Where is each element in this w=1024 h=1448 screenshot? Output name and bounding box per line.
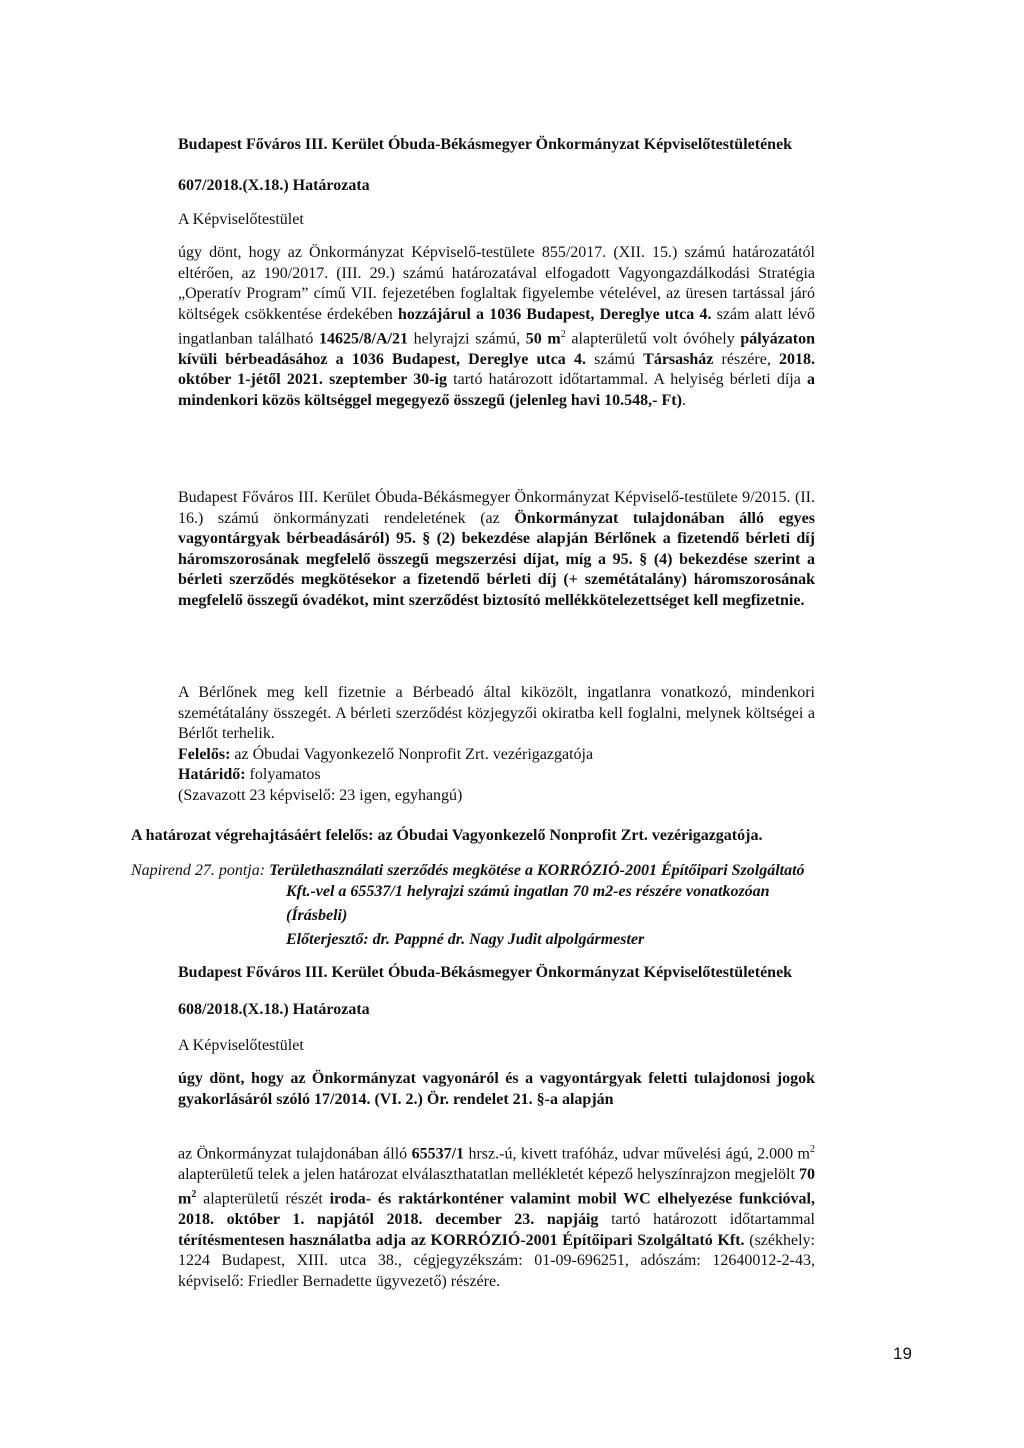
resolution-607-paragraph-2	[178, 488, 815, 611]
text-segment: alapterületű volt óvóhely	[565, 330, 741, 348]
bold-segment: iroda- és raktárkonténer valamint mobil WC elhelyezése funkcióval, 2018. október 1. napjától 2018. december 23. napjáig	[178, 1190, 815, 1229]
agenda-line-3: (Írásbeli)	[286, 907, 348, 924]
text-segment: tartó határozott időtartammal	[598, 1211, 815, 1229]
text-segment: helyrajzi számú,	[407, 330, 526, 348]
text-segment: tartó határozott időtartammal. A helyiség bérleti díja	[446, 371, 808, 389]
resolution-608-paragraph-1: úgy dönt, hogy az Önkormányzat vagyonáról és a vagyontárgyak feletti tulajdonosi jogok gyakorlásáról szóló 17/2014. (VI. 2.) Ör. rendelet 21. §-a alapján	[178, 1070, 815, 1108]
area-value: 50 m	[525, 330, 561, 348]
text-segment: számú	[585, 350, 644, 368]
lease-period: 2018. október 1-jétől 2021. szeptember 30-ig	[178, 350, 816, 389]
responsible-line-1	[178, 745, 815, 766]
superscript: 2	[191, 1189, 197, 1201]
rent-amount: a mindenkori közös költséggel megegyező összegű (jelenleg havi 10.548,- Ft)	[178, 371, 816, 409]
agenda-line-1	[131, 861, 911, 882]
agenda-line-2: Kft.-vel a 65537/1 helyrajzi számú ingatlan 70 m2-es részére vonatkozóan	[286, 883, 770, 900]
resolution-607-paragraph-3: A Bérlőnek meg kell fizetnie a Bérbeadó által kiközölt, ingatlanra vonatkozó, mindenkori szemétátalány összegét. A bérleti szerződést közjegyzői okiratba kell foglalni, melynek költségei a Bérlőt terhelik.	[178, 684, 815, 742]
bold-segment: Önkormányzat tulajdonában álló egyes vagyontárgyak bérbeadásáról) 95. § (2) bekezdése alapján Bérlőnek a fizetendő bérleti díj háromszorosának megfelelő összegű megszerzési díjat, míg a 95. § (4) bekezdése szerint a bérleti szerződés megkötésekor a fizetendő bérleti díj (+ szemétátalány) háromszorosának megfelelő összegű óvadékot, mint szerződést biztosító mellékkötelezettséget kell megfizetnie.	[178, 509, 815, 609]
bold-segment: térítésmentesen használatba adja az KORRÓZIÓ-2001 Építőipari Szolgáltató Kft.	[178, 1231, 745, 1249]
responsible-value: az Óbudai Vagyonkezelő Nonprofit Zrt. vezérigazgatója	[230, 746, 594, 763]
council-header-2: Budapest Főváros III. Kerület Óbuda-Békásmegyer Önkormányzat Képviselőtestületének	[178, 964, 793, 981]
bold-segment: hozzájárul a 1036 Budapest, Dereglye utca 4.	[397, 305, 712, 323]
text-segment: részére,	[713, 350, 780, 368]
resolution-608-title: 608/2018.(X.18.) Határozata	[178, 1001, 370, 1018]
execution-responsible-line: A határozat végrehajtásáért felelős: az Óbudai Vagyonkezelő Nonprofit Zrt. vezérigazgatója.	[131, 827, 763, 844]
deadline-label: Határidő:	[178, 766, 246, 783]
text-segment: Budapest Főváros III. Kerület Óbuda-Békásmegyer Önkormányzat Képviselő-testülete 9/2015. (II. 16.) számú önkormányzati rendeletének (az	[178, 489, 815, 527]
council-label-2: A Képviselőtestület	[178, 1037, 304, 1054]
parcel-number: 14625/8/A/21	[319, 330, 408, 348]
agenda-label: Napirend 27. pontja:	[131, 862, 266, 879]
text-segment: alapterületű részét	[196, 1190, 330, 1208]
council-label-1: A Képviselőtestület	[178, 211, 304, 228]
vote-result-1: (Szavazott 23 képviselő: 23 igen, egyhangú)	[178, 787, 463, 804]
bold-segment: Társasház	[643, 350, 714, 368]
parcel-number: 65537/1	[411, 1145, 465, 1163]
superscript: 2	[560, 329, 566, 340]
resolution-607-title: 607/2018.(X.18.) Határozata	[178, 177, 370, 194]
superscript: 2	[810, 1144, 815, 1155]
deadline-value: folyamatos	[245, 766, 321, 783]
text-segment: az Önkormányzat tulajdonában álló	[178, 1145, 412, 1163]
text-segment: szám alatt lévő ingatlanban található	[178, 305, 816, 348]
agenda-title: Területhasználati szerződés megkötése a KORRÓZIÓ-2001 Építőipari Szolgáltató	[265, 862, 805, 879]
bold-segment: pályázaton kívüli bérbeadásához a 1036 Budapest, Dereglye utca 4.	[178, 330, 816, 368]
text-segment: alapterületű telek a jelen határozat elválaszthatatlan mellékletét képező helyszínrajzon megjelölt	[178, 1165, 799, 1183]
deadline-line-1	[178, 765, 815, 786]
resolution-607-paragraph-1	[178, 243, 815, 411]
council-header-1: Budapest Főváros III. Kerület Óbuda-Békásmegyer Önkormányzat Képviselőtestületének	[178, 136, 793, 153]
page-number: 19	[893, 1344, 912, 1363]
text-segment: (székhely: 1224 Budapest, XIII. utca 38., cégjegyzékszám: 01-09-696251, adószám: 12640012-2-43, képviselő: Friedler Bernadette ügyvezető) részére.	[178, 1231, 815, 1290]
text-segment: úgy dönt, hogy az Önkormányzat Képviselő-testülete 855/2017. (XII. 15.) számú határozatától eltérően, az 190/2017. (III. 29.) számú határozatával elfogadott Vagyongazdálkodási Stratégia „Operatív Program” című VII. fejezetében foglaltak figyelembe vételével, az üresen tartással járó költségek csökkentése érdekében	[178, 244, 815, 323]
text-segment: hrsz.-ú, kivett trafóház, udvar művelési ágú, 2.000 m	[464, 1145, 810, 1163]
resolution-608-paragraph-2	[178, 1140, 815, 1292]
text-segment: .	[681, 391, 686, 409]
responsible-label: Felelős:	[178, 746, 231, 763]
area-value: 70 m	[178, 1165, 815, 1208]
agenda-presenter: Előterjesztő: dr. Pappné dr. Nagy Judit alpolgármester	[286, 931, 645, 948]
